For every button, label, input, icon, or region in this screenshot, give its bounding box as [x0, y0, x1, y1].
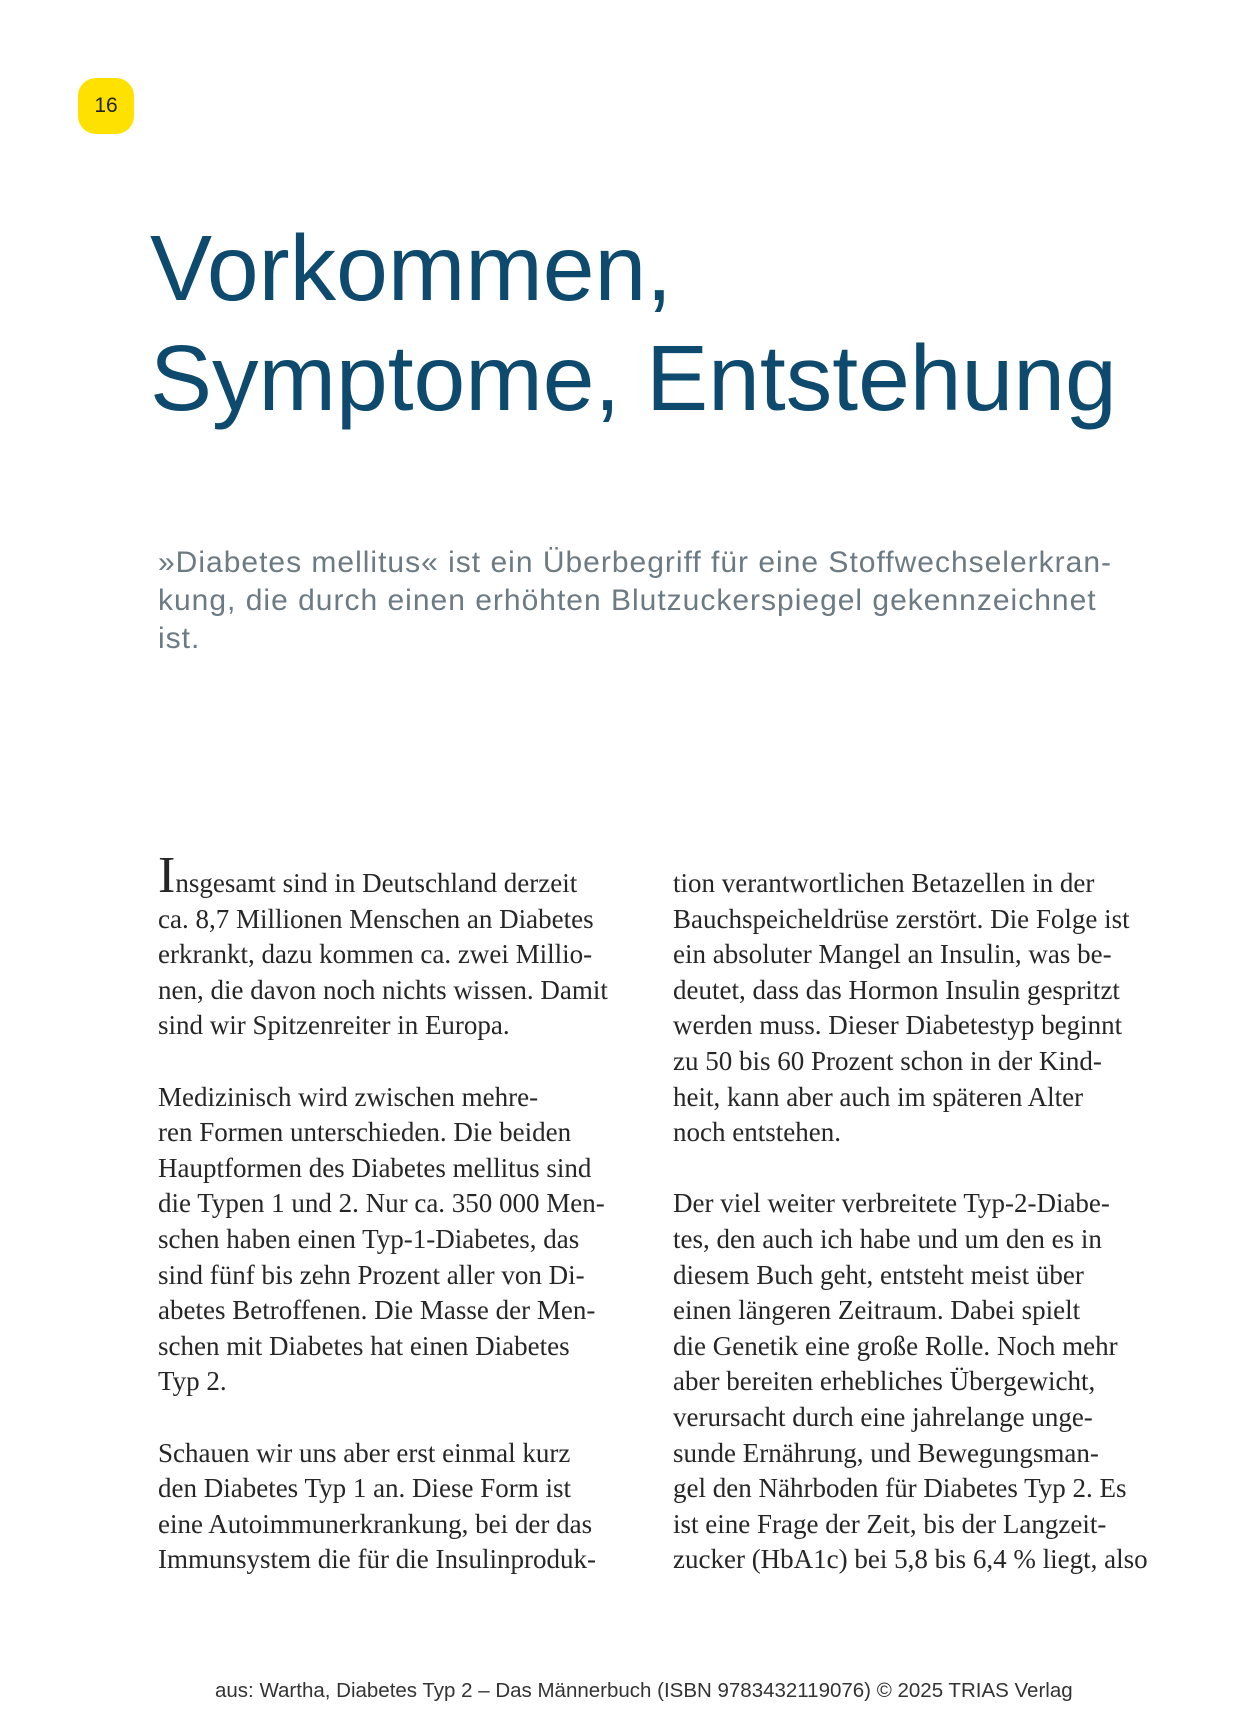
body-column-right — [673, 866, 1148, 1578]
body-line: schen mit Diabetes hat einen Diabetes — [158, 1330, 570, 1361]
body-line: erkrankt, dazu kommen ca. zwei Millio- — [158, 939, 593, 970]
body-column-left — [158, 847, 608, 1578]
body-line: die Genetik eine große Rolle. Noch mehr — [673, 1330, 1118, 1361]
paragraph — [158, 847, 608, 1044]
page-number: 16 — [94, 94, 118, 117]
body-line: aber bereiten erhebliches Übergewicht, — [673, 1366, 1096, 1397]
body-line: noch entstehen. — [673, 1117, 841, 1148]
intro-paragraph — [158, 544, 1112, 658]
page-title-line: Vorkommen, — [150, 216, 673, 320]
intro-line: ist. — [158, 622, 201, 655]
body-line: Immunsystem die für die Insulinproduk- — [158, 1544, 596, 1575]
body-line: einen längeren Zeitraum. Dabei spielt — [673, 1295, 1081, 1326]
body-line: Schauen wir uns aber erst einmal kurz — [158, 1437, 571, 1468]
body-line: Bauchspeicheldrüse zerstört. Die Folge ist — [673, 903, 1130, 934]
page-title-line: Symptome, Entstehung — [150, 326, 1117, 430]
body-line: sind wir Spitzenreiter in Europa. — [158, 1010, 510, 1041]
body-line: abetes Betroffenen. Die Masse der Men- — [158, 1295, 596, 1326]
body-line: tes, den auch ich habe und um den es in — [673, 1223, 1102, 1254]
body-line: werden muss. Dieser Diabetestyp beginnt — [673, 1010, 1123, 1041]
body-line: Medizinisch wird zwischen mehre- — [158, 1081, 539, 1112]
body-line: gel den Nährboden für Diabetes Typ 2. Es — [673, 1473, 1127, 1504]
intro-line: kung, die durch einen erhöhten Blutzuckerspiegel gekennzeichnet — [158, 584, 1097, 617]
paragraph — [158, 1080, 608, 1400]
body-line: nen, die davon noch nichts wissen. Damit — [158, 974, 608, 1005]
body-line: sunde Ernährung, und Bewegungsman- — [673, 1437, 1099, 1468]
body-line: tion verantwortlichen Betazellen in der — [673, 868, 1095, 898]
body-line: zu 50 bis 60 Prozent schon in der Kind- — [673, 1045, 1102, 1076]
paragraph — [673, 866, 1148, 1151]
page-title — [150, 213, 1117, 433]
body-line: heit, kann aber auch im späteren Alter — [673, 1081, 1084, 1112]
body-line: zucker (HbA1c) bei 5,8 bis 6,4 % liegt, also — [673, 1544, 1148, 1575]
body-line: eine Autoimmunerkrankung, bei der das — [158, 1508, 593, 1539]
body-line: verursacht durch eine jahrelange unge- — [673, 1401, 1093, 1432]
body-line: ist eine Frage der Zeit, bis der Langzeit- — [673, 1508, 1107, 1539]
body-line: diesem Buch geht, entsteht meist über — [673, 1259, 1084, 1290]
body-line: sind fünf bis zehn Prozent aller von Di- — [158, 1259, 585, 1290]
body-line: Typ 2. — [158, 1366, 227, 1397]
paragraph — [673, 1186, 1148, 1578]
paragraph — [158, 1436, 608, 1578]
body-line: Hauptformen des Diabetes mellitus sind — [158, 1152, 592, 1183]
body-line-with-initial: Insgesamt sind in Deutschland derzeit — [158, 847, 578, 904]
body-line: schen haben einen Typ-1-Diabetes, das — [158, 1223, 580, 1254]
body-line: Der viel weiter verbreitete Typ-2-Diabe- — [673, 1188, 1110, 1219]
body-line: ren Formen unterschieden. Die beiden — [158, 1117, 572, 1148]
body-line: deutet, dass das Hormon Insulin gespritzt — [673, 974, 1120, 1005]
intro-line: »Diabetes mellitus« ist ein Überbegriff für eine Stoffwechselerkran- — [158, 546, 1112, 579]
body-line: ca. 8,7 Millionen Menschen an Diabetes — [158, 903, 594, 934]
body-line: die Typen 1 und 2. Nur ca. 350 000 Men- — [158, 1188, 605, 1219]
body-line: ein absoluter Mangel an Insulin, was be- — [673, 939, 1112, 970]
page-number-badge — [78, 78, 134, 134]
source-footer: aus: Wartha, Diabetes Typ 2 – Das Männerbuch (ISBN 9783432119076) © 2025 TRIAS Verlag — [215, 1679, 1073, 1702]
body-line: den Diabetes Typ 1 an. Diese Form ist — [158, 1473, 572, 1504]
